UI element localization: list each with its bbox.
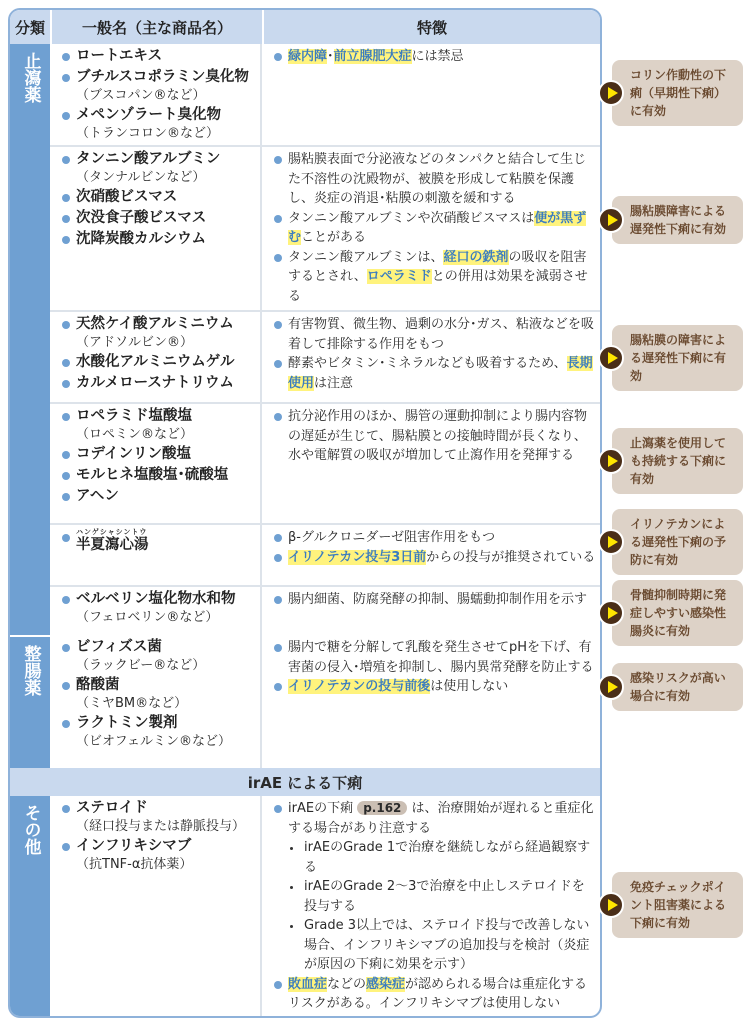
bullet-icon: [274, 215, 282, 223]
bullet-icon: [62, 596, 70, 604]
drug-name: カルメロースナトリウム: [76, 375, 234, 391]
feature-subitem: [274, 838, 596, 877]
drug-item: [62, 638, 260, 674]
drug-name: メペンゾラート臭化物: [76, 107, 221, 123]
highlight-text: イリノテカンの投与前後: [288, 679, 431, 694]
drug-item: [62, 68, 260, 104]
bullet-icon: [62, 74, 70, 82]
drug-name: 沈降炭酸カルシウム: [76, 231, 206, 247]
drug-names-cell: [50, 796, 262, 1018]
table-row: [50, 525, 600, 587]
drug-names-cell: [50, 635, 262, 768]
bullet-icon: [62, 359, 70, 367]
feature-item: [274, 315, 596, 354]
callout-note: [612, 509, 743, 575]
bullet-icon: [274, 554, 282, 562]
callout-text: 免疫チェックポイント阻害薬による下痢に有効: [630, 880, 727, 930]
features-cell: [262, 587, 600, 635]
brand-name: （ビオフェルミン®など）: [76, 734, 231, 749]
feature-text: タンニン酸アルブミンは、: [288, 249, 444, 265]
feature-text: β-グルクロニダーゼ阻害作用をもつ: [288, 530, 496, 545]
feature-item: [274, 407, 596, 466]
bullet-icon: [62, 53, 70, 61]
callout-text: 止瀉薬を使用しても持続する下痢に有効: [630, 436, 727, 486]
drug-name: インフリキシマブ: [76, 838, 192, 854]
feature-item: [274, 528, 596, 548]
drug-table: [8, 8, 602, 1018]
drug-item: [62, 188, 260, 207]
highlight-text: イリノテカン投与3日前: [288, 549, 427, 565]
bullet-icon: [274, 981, 282, 989]
feature-item: [274, 150, 596, 209]
feature-text: は、治療開始が遅れると重症化する場合があり注意する: [288, 801, 594, 836]
feature-text: 腸内細菌、防腐発酵の抑制、腸蠕動抑制作用を示す: [288, 592, 588, 607]
drug-item: [62, 528, 260, 555]
header-feature: 特徴: [262, 10, 600, 44]
callout-note: [612, 872, 743, 938]
drug-names-cell: [50, 587, 262, 635]
callout-note: [612, 580, 743, 646]
brand-name: （ラックビー®など）: [76, 658, 206, 673]
feature-text: との併用は効果を減弱させる: [288, 269, 588, 304]
features-cell: [262, 147, 600, 310]
features-cell: [262, 44, 600, 145]
category-probiotic: [10, 635, 50, 768]
feature-item: [274, 677, 596, 697]
feature-item: [274, 548, 596, 568]
brand-name: （抗TNF-α抗体薬）: [76, 857, 193, 872]
table-row: [50, 44, 600, 147]
feature-text: には禁忌: [411, 49, 464, 64]
drug-item: [62, 714, 260, 750]
drug-name: ロートエキス: [76, 48, 163, 64]
drug-item: [62, 799, 260, 835]
bullet-icon: [274, 53, 282, 61]
features-cell: [262, 796, 600, 1018]
callout-text: 腸粘膜障害による遅発性下痢に有効: [630, 204, 727, 236]
callout-note: [612, 663, 743, 711]
feature-item: [274, 47, 596, 67]
table-row: [50, 587, 600, 635]
drug-names-cell: [50, 44, 262, 145]
bullet-icon: [62, 156, 70, 164]
drug-name: タンニン酸アルブミン: [76, 151, 221, 167]
feature-text: からの投与が推奨されている: [426, 549, 596, 565]
bullet-icon: [62, 413, 70, 421]
bullet-icon: [274, 360, 282, 368]
drug-ruby: ハンゲシャシントウ: [76, 528, 148, 536]
category-label: 止瀉薬: [20, 52, 41, 103]
play-arrow-icon: [598, 207, 624, 233]
bullet-icon: [62, 451, 70, 459]
callout-text: 骨髄抑制時期に発症しやすい感染性腸炎に有効: [630, 588, 727, 638]
drug-name: ラクトミン製剤: [76, 715, 178, 731]
feature-item: [274, 799, 596, 838]
feature-item: [274, 590, 596, 610]
drug-name: 水酸化アルミニウムゲル: [76, 354, 235, 370]
drug-name: ロペラミド塩酸塩: [76, 408, 192, 424]
callout-note: [612, 60, 743, 126]
bullet-icon: [274, 534, 282, 542]
bullet-icon: [290, 847, 293, 850]
feature-item: [274, 638, 596, 677]
bullet-icon: [62, 644, 70, 652]
callout-text: イリノテカンによる遅発性下痢の予防に有効: [630, 517, 727, 567]
drug-name: ブチルスコポラミン臭化物: [76, 69, 249, 85]
feature-text: irAEの下痢: [288, 801, 358, 816]
feature-text: は使用しない: [430, 679, 509, 694]
feature-subitem: [274, 877, 596, 916]
brand-name: （トランコロン®など）: [76, 126, 220, 141]
table-row: [50, 312, 600, 404]
highlight-text: 長期使用: [288, 356, 593, 391]
drug-name: ビフィズス菌: [76, 639, 162, 655]
drug-name: アヘン: [76, 488, 119, 504]
bullet-icon: [62, 215, 70, 223]
drug-item: [62, 837, 260, 873]
table-row: [50, 796, 600, 1018]
play-arrow-icon: [598, 674, 624, 700]
category-other: [10, 796, 50, 1018]
drug-names-cell: [50, 525, 262, 585]
play-arrow-icon: [598, 80, 624, 106]
play-arrow-icon: [598, 448, 624, 474]
drug-names-cell: [50, 312, 262, 402]
callout-note: [612, 428, 743, 494]
bullet-icon: [62, 720, 70, 728]
bullet-icon: [274, 683, 282, 691]
drug-name: コデインリン酸塩: [76, 446, 191, 462]
drug-item: [62, 150, 260, 186]
drug-item: [62, 353, 260, 372]
page-reference[interactable]: p.162: [357, 801, 407, 815]
callout-note: [612, 325, 743, 391]
bullet-icon: [62, 380, 70, 388]
drug-names-cell: [50, 404, 262, 523]
feature-item: [274, 209, 596, 248]
drug-item: [62, 230, 260, 249]
highlight-text: 便が黒ずむ: [288, 210, 587, 245]
feature-item: [274, 354, 596, 393]
drug-name: 次没食子酸ビスマス: [76, 210, 207, 226]
brand-name: （ブスコパン®など）: [76, 88, 206, 103]
brand-name: （経口投与または静脈投与）: [76, 819, 246, 834]
highlight-text: 敗血症: [288, 976, 328, 992]
drug-name: 次硝酸ビスマス: [76, 189, 178, 205]
bullet-icon: [274, 321, 282, 329]
bullet-icon: [290, 925, 293, 928]
highlight-text: 感染症: [366, 976, 406, 992]
bullet-icon: [62, 843, 70, 851]
features-cell: [262, 312, 600, 402]
bullet-icon: [62, 472, 70, 480]
table-row: [50, 147, 600, 312]
category-label: 整腸薬: [20, 645, 41, 696]
bullet-icon: [62, 194, 70, 202]
drug-item: [62, 374, 260, 393]
features-cell: [262, 525, 600, 585]
brand-name: （フェロベリン®など）: [76, 610, 219, 625]
bullet-icon: [62, 321, 70, 329]
bullet-icon: [274, 805, 282, 813]
feature-text: irAEのGrade 2〜3で治療を中止しステロイドを投与する: [304, 879, 585, 914]
feature-text: タンニン酸アルブミンや次硝酸ビスマスは: [288, 210, 535, 226]
feature-text: などの: [327, 976, 367, 992]
drug-item: [62, 487, 260, 506]
drug-item: [62, 466, 260, 485]
bullet-icon: [274, 644, 282, 652]
feature-item: [274, 248, 596, 307]
header-category: 分類: [10, 10, 50, 44]
callout-text: 腸粘膜の障害による遅発性下痢に有効: [630, 333, 727, 383]
feature-text: が認められる場合は重症化するリスクがある。インフリキシマブは使用しない: [288, 976, 588, 1011]
highlight-text: 経口の鉄剤: [443, 249, 509, 265]
feature-text: 有害物質、微生物、過剰の水分･ガス、粘液などを吸着して排除する作用をもつ: [288, 317, 594, 352]
callout-text: コリン作動性の下痢（早期性下痢）に有効: [630, 68, 727, 118]
drug-item: [62, 590, 260, 626]
callout-note: [612, 196, 743, 244]
drug-names-cell: [50, 147, 262, 310]
feature-text: 腸粘膜表面で分泌液などのタンパクと結合して生じた不溶性の沈殿物が、被膜を形成して粘膜を保護し、炎症の消退･粘膜の刺激を緩和する: [288, 152, 587, 206]
bullet-icon: [62, 493, 70, 501]
highlight-text: 緑内障: [288, 49, 328, 64]
bullet-icon: [62, 112, 70, 120]
feature-text: irAEのGrade 1で治療を継続しながら経過観察する: [304, 840, 591, 875]
play-arrow-icon: [598, 600, 624, 626]
drug-item: [62, 106, 260, 142]
header-name: 一般名（主な商品名）: [50, 10, 262, 44]
bullet-icon: [274, 596, 282, 604]
drug-item: [62, 209, 260, 228]
irae-section-header: irAE による下痢: [10, 768, 600, 796]
play-arrow-icon: [598, 892, 624, 918]
play-arrow-icon: [598, 529, 624, 555]
brand-name: （ミヤBM®など）: [76, 696, 188, 711]
bullet-icon: [274, 254, 282, 262]
drug-item: [62, 676, 260, 712]
drug-item: [62, 315, 260, 351]
feature-subitem: [274, 916, 596, 975]
feature-text: ことがある: [301, 230, 367, 245]
drug-item: [62, 47, 260, 66]
feature-text: ･: [327, 49, 334, 64]
feature-text: 腸内で糖を分解して乳酸を発生させてpHを下げ、有害菌の侵入･増殖を抑制し、腸内異常発酵を防止する: [288, 640, 594, 675]
features-cell: [262, 404, 600, 523]
bullet-icon: [274, 156, 282, 164]
drug-item: [62, 445, 260, 464]
drug-name: モルヒネ塩酸塩･硫酸塩: [76, 467, 229, 483]
drug-name: ベルベリン塩化物水和物: [76, 591, 236, 607]
bullet-icon: [62, 534, 70, 542]
callout-text: 感染リスクが高い場合に有効: [630, 671, 726, 703]
drug-name: 酪酸菌: [76, 677, 120, 693]
brand-name: （タンナルビンなど）: [76, 170, 206, 185]
feature-item: [274, 975, 596, 1014]
feature-text: 酵素やビタミン･ミネラルなども吸着するため、: [288, 356, 567, 371]
category-antidiarrheal: [10, 44, 50, 635]
category-label: その他: [20, 804, 41, 855]
feature-text: Grade 3以上では、ステロイド投与で改善しない場合、インフリキシマブの追加投与を検討（炎症が原因の下痢に効果を示す）: [304, 918, 590, 972]
brand-name: （アドソルビン®）: [76, 335, 194, 350]
bullet-icon: [274, 413, 282, 421]
drug-name: 半夏瀉心湯: [76, 537, 149, 553]
drug-name: ステロイド: [76, 800, 148, 816]
bullet-icon: [62, 682, 70, 690]
drug-item: [62, 407, 260, 443]
play-arrow-icon: [598, 345, 624, 371]
brand-name: （ロペミン®など）: [76, 427, 194, 442]
table-row: [50, 635, 600, 768]
bullet-icon: [290, 886, 293, 889]
feature-text: の吸収を阻害するとされ、: [288, 249, 587, 284]
features-cell: [262, 635, 600, 768]
highlight-text: 前立腺肥大症: [333, 49, 412, 64]
bullet-icon: [62, 236, 70, 244]
highlight-text: ロペラミド: [366, 269, 432, 284]
bullet-icon: [62, 805, 70, 813]
feature-text: は注意: [314, 375, 354, 391]
drug-name: 天然ケイ酸アルミニウム: [76, 316, 234, 332]
feature-text: 抗分泌作用のほか、腸管の運動抑制により腸内容物の遅延が生じて、腸粘膜との接触時間が長くなり、水や電解質の吸収が増加して止瀉作用を発揮する: [288, 409, 588, 463]
table-row: [50, 404, 600, 525]
